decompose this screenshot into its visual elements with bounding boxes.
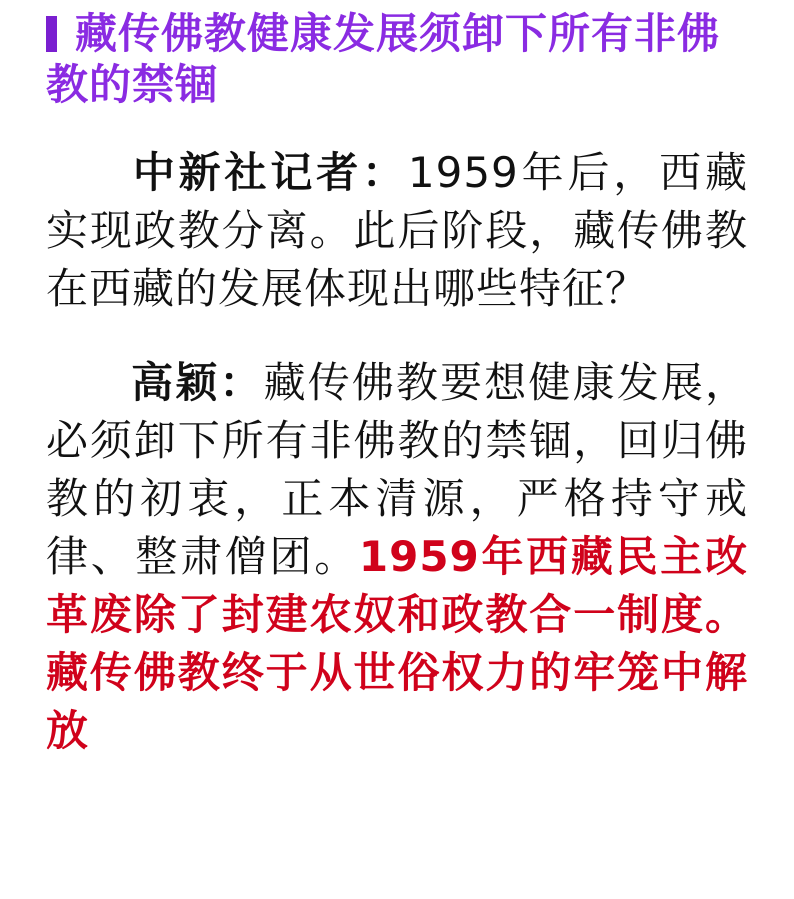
paragraph-answer-text: 藏传佛教要想健康发展，必须卸下所有非佛教的禁锢，回归佛教的初衷，正本清源，严格持守戒律、整肃僧团。 bbox=[46, 358, 748, 582]
paragraph-answer bbox=[46, 354, 748, 760]
paragraph-question bbox=[46, 144, 748, 318]
article-body bbox=[46, 144, 748, 760]
title-accent-bar bbox=[46, 16, 57, 52]
paragraph-answer-highlight: 1959年西藏民主改革废除了封建农奴和政教合一制度。藏传佛教终于从世俗权力的牢笼中解放 bbox=[46, 532, 748, 756]
speaker-label-gaoying: 高颖： bbox=[130, 358, 264, 408]
paragraph-question-text: 1959年后，西藏实现政教分离。此后阶段，藏传佛教在西藏的发展体现出哪些特征？ bbox=[46, 148, 748, 314]
page-title-text: 藏传佛教健康发展须卸下所有非佛教的禁锢 bbox=[46, 9, 721, 110]
speaker-label-reporter: 中新社记者： bbox=[130, 148, 408, 198]
page-title bbox=[46, 8, 748, 110]
